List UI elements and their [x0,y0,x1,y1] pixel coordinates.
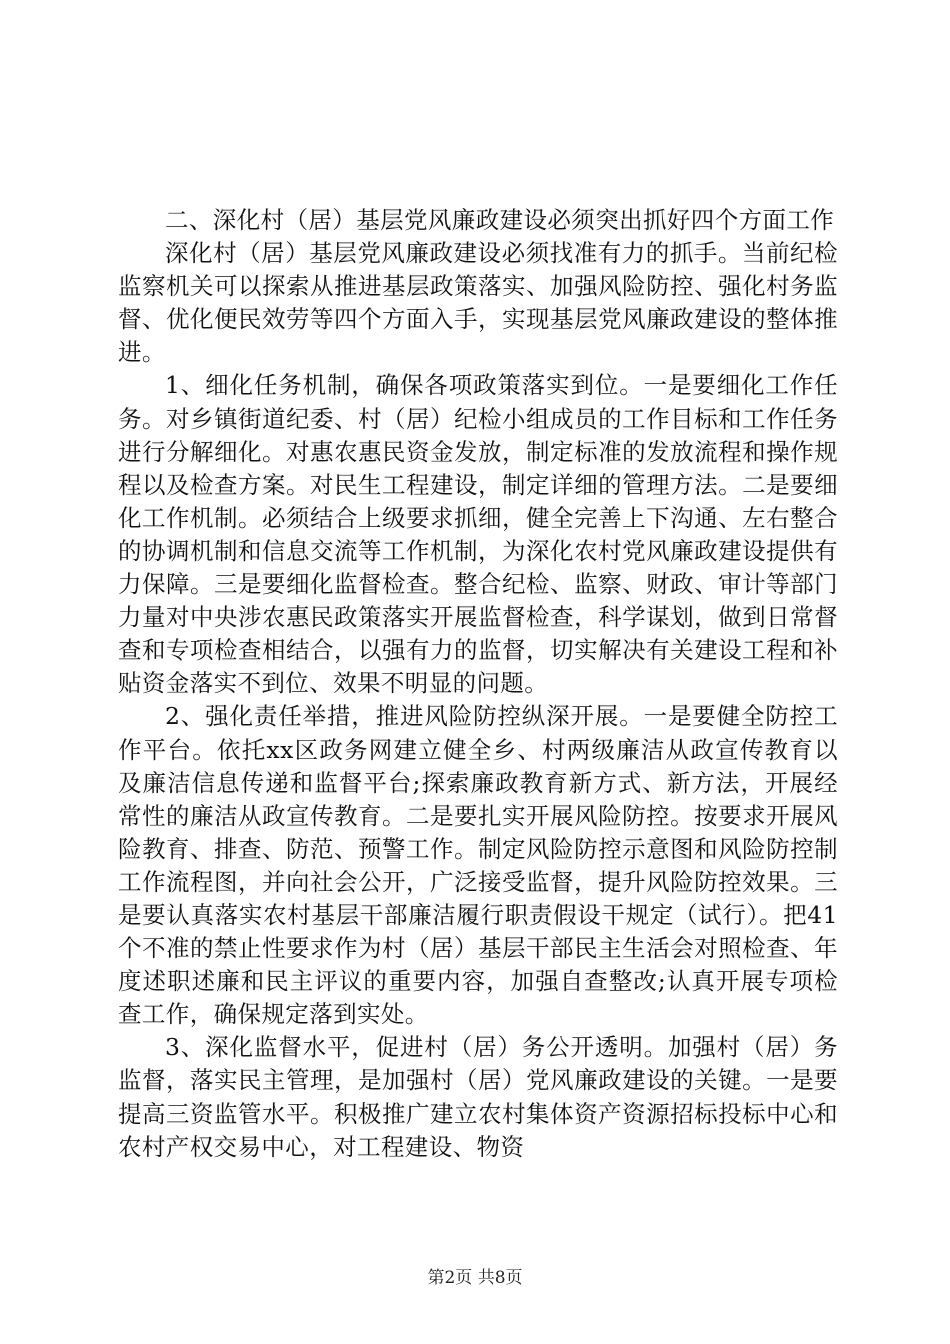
document-body [118,204,838,1164]
intro-paragraph: 深化村（居）基层党风廉政建设必须找准有力的抓手。当前纪检监察机关可以探索从推进基层政策落实、加强风险防控、强化村务监督、优化便民效劳等四个方面入手，实现基层党风廉政建设的整体推进。 [118,239,838,367]
section-heading: 二、深化村（居）基层党风廉政建设必须突出抓好四个方面工作 [165,206,835,234]
point-1-paragraph: 1、细化任务机制，确保各项政策落实到位。一是要细化工作任务。对乡镇街道纪委、村（居）纪检小组成员的工作目标和工作任务进行分解细化。对惠农惠民资金发放，制定标准的发放流程和操作规程以及检查方案。对民生工程建设，制定详细的管理方法。二是要细化工作机制。必须结合上级要求抓细，健全完善上下沟通、左右整合的协调机制和信息交流等工作机制，为深化农村党风廉政建设提供有力保障。三是要细化监督检查。整合纪检、监察、财政、审计等部门力量对中央涉农惠民政策落实开展监督检查，科学谋划，做到日常督查和专项检查相结合，以强有力的监督，切实解决有关建设工程和补贴资金落实不到位、效果不明显的问题。 [118,371,838,698]
page-number-footer: 第2页 共8页 [427,1268,523,1288]
point-2-paragraph: 2、强化责任举措，推进风险防控纵深开展。一是要健全防控工作平台。依托xx区政务网建立健全乡、村两级廉洁从政宣传教育以及廉洁信息传递和监督平台;探索廉政教育新方式、新方法，开展经常性的廉洁从政宣传教育。二是要扎实开展风险防控。按要求开展风险教育、排查、防范、预警工作。制定风险防控示意图和风险防控制工作流程图，并向社会公开，广泛接受监督，提升风险防控效果。三是要认真落实农村基层干部廉洁履行职责假设干规定（试行）。把41个不准的禁止性要求作为村（居）基层干部民主生活会对照检查、年度述职述廉和民主评议的重要内容，加强自查整改;认真开展专项检查工作，确保规定落到实处。 [118,702,838,1029]
point-3-paragraph: 3、深化监督水平，促进村（居）务公开透明。加强村（居）务监督，落实民主管理，是加强村（居）党风廉政建设的关键。一是要提高三资监管水平。积极推广建立农村集体资产资源招标投标中心和农村产权交易中心，对工程建设、物资 [118,1033,838,1161]
